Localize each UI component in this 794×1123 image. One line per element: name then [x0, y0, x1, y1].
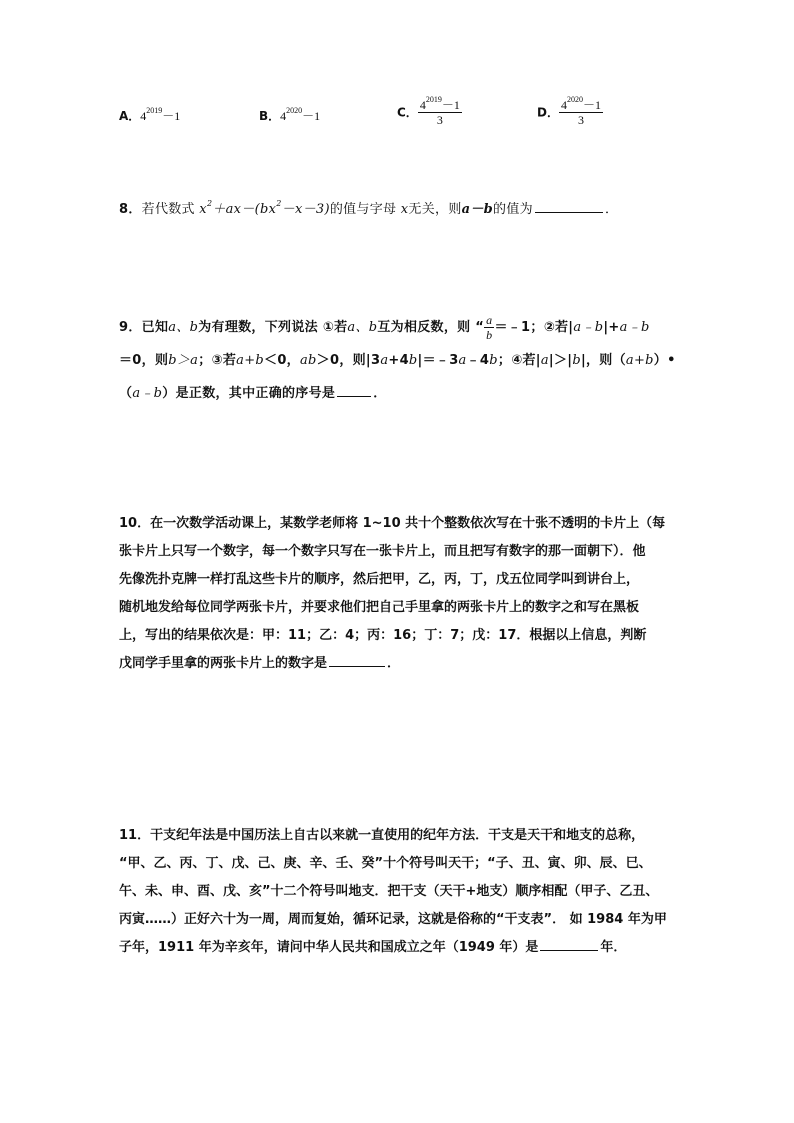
q9-l2-t: a+b [625, 353, 654, 368]
option-d-num-exp: 2020 [566, 95, 583, 104]
q9-l1-b: a、b [168, 320, 199, 335]
q9-l1-h: |+ [603, 320, 620, 335]
q10-last-end: ． [387, 656, 401, 671]
q11-line-1: 11．干支纪年法是中国历法上自古以来就一直使用的纪年方法．干支是天干和地支的总称， [119, 828, 645, 843]
q9-l3-b: a﹣b [132, 386, 163, 401]
q9-l1-f: ＝﹣1；②若| [494, 320, 574, 335]
q8-expr-b: ＋ax－(bx [212, 202, 277, 217]
q8-text-2: 的值与字母 [329, 202, 397, 217]
q9-frac-den: b [486, 328, 493, 342]
option-c [397, 95, 462, 127]
option-b-tail: －1 [302, 109, 321, 123]
q9-l2-p: a [540, 353, 549, 368]
q11-line-2: “甲、乙、丙、丁、戊、己、庚、辛、壬、癸”十个符号叫天干；“子、丑、寅、卯、辰、巳、 [119, 856, 652, 871]
q9-l2-j: b [408, 353, 418, 368]
answer-blank-11[interactable] [540, 936, 598, 951]
q9-l3-c: ）是正数，其中正确的序号是 [162, 386, 336, 401]
q9-l2-n: b [489, 353, 498, 368]
option-a-base: 4 [140, 109, 147, 123]
q9-l2-m: ﹣4 [466, 353, 490, 368]
q8-end: ． [604, 202, 619, 217]
question-9-line-3 [119, 382, 387, 404]
q9-l3-a: （ [119, 386, 133, 401]
q10-line-4: 随机地发给每位同学两张卡片，并要求他们把自己手里拿的两张卡片上的数字之和写在黑板 [119, 600, 640, 615]
q9-l1-d: a、b [347, 320, 378, 335]
option-b-label: B． [259, 109, 281, 123]
q9-l2-q: |＞| [548, 353, 573, 368]
q9-l1-g: a﹣b [573, 320, 604, 335]
option-a-tail: －1 [162, 109, 181, 123]
q10-line-2: 张卡片上只写一个数字，每一个数字只写在一张卡片上，而且把写有数字的那一面朝下）．他 [119, 544, 646, 559]
q8-text-3: 无关，则 [408, 202, 462, 217]
option-d-fraction [559, 95, 603, 127]
option-c-num-base: 4 [419, 98, 426, 112]
q8-expr-a: x [199, 202, 207, 217]
q8-expr-a-exp: 2 [206, 199, 213, 208]
option-d [537, 95, 603, 127]
q9-l2-g: ＞0，则|3 [316, 353, 381, 368]
question-9-line-1 [119, 313, 650, 342]
q9-l3-end: ． [373, 386, 387, 401]
q9-l2-b: b＞a [168, 353, 199, 368]
q9-l2-u: ）• [653, 353, 676, 368]
q8-text-4: 的值为 [493, 202, 533, 217]
q8-ab: a－b [461, 202, 494, 217]
q9-l2-k: |＝﹣3 [417, 353, 459, 368]
option-c-num-exp: 2019 [425, 95, 442, 104]
q10-last: 戊同学手里拿的两张卡片上的数字是 [119, 656, 328, 671]
q10-line-3: 先像洗扑克牌一样打乱这些卡片的顺序，然后把甲，乙，丙，丁，戊五位同学叫到讲台上， [119, 572, 640, 587]
option-d-num-base: 4 [560, 98, 567, 112]
q11-line-5 [119, 934, 667, 962]
q8-expr [199, 199, 330, 217]
q9-l1-c: 为有理数，下列说法 ①若 [198, 320, 348, 335]
option-d-den: 3 [577, 113, 584, 127]
q8-text-1: 若代数式 [141, 202, 195, 217]
q9-l2-e: ＜0， [264, 353, 300, 368]
q9-l2-r: b [572, 353, 581, 368]
question-8 [119, 198, 618, 220]
q9-frac-num: a [486, 313, 493, 327]
q11-last-end: 年． [600, 940, 627, 955]
q10-line-6 [119, 650, 665, 678]
q9-l2-c: ；③若 [198, 353, 237, 368]
option-c-num-tail: －1 [441, 98, 460, 112]
q9-l1-i: a﹣b [619, 320, 650, 335]
question-10 [119, 510, 665, 678]
q9-l2-d: a+b [236, 353, 265, 368]
question-9-line-2 [119, 351, 676, 371]
q8-var: x [400, 202, 409, 217]
q10-line-1: 10．在一次数学活动课上，某数学老师将 1~10 共十个整数依次写在十张不透明的卡片上（每 [119, 516, 666, 531]
option-c-den: 3 [436, 113, 443, 127]
q9-l2-i: +4 [388, 353, 409, 368]
answer-blank-8[interactable] [535, 198, 603, 213]
option-d-label: D． [537, 105, 559, 120]
q9-l2-f: ab [299, 353, 317, 368]
question-8-number: 8． [119, 202, 142, 217]
q8-expr-b-exp: 2 [276, 199, 282, 208]
q9-l1-e: 互为相反数，则 “ [377, 320, 485, 335]
option-c-label: C． [397, 105, 418, 120]
q9-l2-a: ＝0，则 [119, 353, 169, 368]
option-a-label: A． [119, 109, 141, 123]
option-c-fraction [418, 95, 462, 127]
q9-l2-l: a [458, 353, 467, 368]
q11-last: 子年，1911 年为辛亥年，请问中华人民共和国成立之年（1949 年）是 [119, 940, 539, 955]
q10-line-5: 上，写出的结果依次是：甲：11；乙：4；丙：16；丁：7；戊：17．根据以上信息，判断 [119, 628, 647, 643]
option-b [259, 106, 320, 126]
q9-fraction [484, 313, 494, 342]
q8-expr-c: －x－3) [281, 202, 330, 217]
option-d-num-tail: －1 [582, 98, 601, 112]
option-b-base: 4 [280, 109, 287, 123]
q9-l2-s: |，则（ [580, 353, 626, 368]
option-a-exp: 2019 [146, 106, 163, 115]
option-a [119, 106, 180, 126]
q9-l2-o: ；④若| [497, 353, 541, 368]
question-11 [119, 822, 667, 962]
q11-line-3: 午、未、申、酉、戊、亥”十二个符号叫地支．把干支（天干+地支）顺序相配（甲子、乙丑、 [119, 884, 659, 899]
q9-l1-a: 9．已知 [119, 320, 169, 335]
q11-line-4: 丙寅……）正好六十为一周，周而复始，循环记录，这就是俗称的“干支表”． 如 1984 年为甲 [119, 912, 667, 927]
answer-blank-9[interactable] [337, 382, 371, 397]
answer-blank-10[interactable] [329, 652, 385, 667]
q9-l2-h: a [380, 353, 389, 368]
option-b-exp: 2020 [286, 106, 303, 115]
